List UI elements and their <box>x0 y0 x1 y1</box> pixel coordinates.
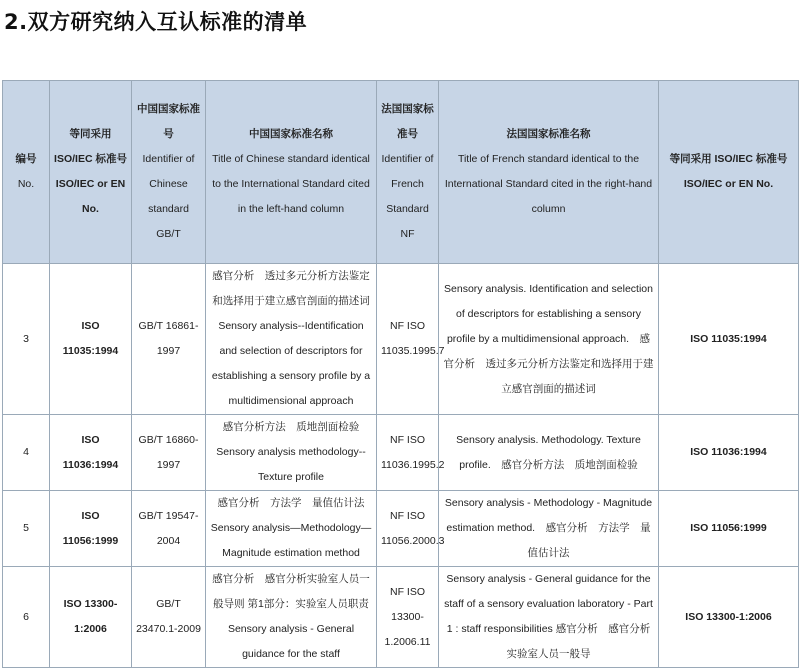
cell-nf-title: Sensory analysis. Methodology. Texture profile. 感官分析方法 质地剖面检验 <box>439 415 659 491</box>
cell-nf-title: Sensory analysis. Identification and selection of descriptors for establishing a sensory profile by a multidimensional approach. 感官分析 透过多元分析方法鉴定和选择用于建立感官剖面的描述词 <box>439 264 659 415</box>
cell-iso: ISO 11035:1994 <box>50 264 132 415</box>
cell-gb-title: 感官分析 方法学 量值估计法 Sensory analysis—Methodology—Magnitude estimation method <box>206 491 377 567</box>
cell-gb-id: GB/T 16860-1997 <box>132 415 206 491</box>
cell-no: 5 <box>3 491 50 567</box>
cell-iso-right: ISO 11035:1994 <box>659 264 799 415</box>
cell-nf-id: NF ISO 11035.1995.7 <box>377 264 439 415</box>
cell-gb-id: GB/T 19547-2004 <box>132 491 206 567</box>
header-gb-id: 中国国家标准号 Identifier of Chinese standard GB/T <box>132 81 206 264</box>
cell-nf-id: NF ISO 11036.1995.2 <box>377 415 439 491</box>
cell-iso: ISO 11036:1994 <box>50 415 132 491</box>
standards-table <box>2 80 799 668</box>
cell-gb-title: 感官分析方法 质地剖面检验 Sensory analysis methodology--Texture profile <box>206 415 377 491</box>
header-nf-id: 法国国家标准号 Identifier of French Standard NF <box>377 81 439 264</box>
header-row <box>3 81 799 264</box>
cell-iso-right: ISO 11056:1999 <box>659 491 799 567</box>
cell-iso-right: ISO 13300-1:2006 <box>659 567 799 668</box>
cell-gb-id: GB/T 23470.1-2009 <box>132 567 206 668</box>
section-title: 2.双方研究纳入互认标准的清单 <box>4 10 308 34</box>
cell-nf-title: Sensory analysis - Methodology - Magnitude estimation method. 感官分析 方法学 量值估计法 <box>439 491 659 567</box>
table-row <box>3 567 799 668</box>
cell-nf-id: NF ISO 11056.2000.3 <box>377 491 439 567</box>
cell-iso: ISO 13300-1:2006 <box>50 567 132 668</box>
cell-iso: ISO 11056:1999 <box>50 491 132 567</box>
cell-gb-title: 感官分析 感官分析实验室人员一般导则 第1部分：实验室人员职责 Sensory analysis - General guidance for the staff <box>206 567 377 668</box>
cell-gb-title: 感官分析 透过多元分析方法鉴定和选择用于建立感官剖面的描述词 Sensory analysis--Identification and selection of descriptors for establishing a sensory profile by a multidimensional approach <box>206 264 377 415</box>
cell-no: 4 <box>3 415 50 491</box>
header-iso: 等同采用 ISO/IEC 标准号 ISO/IEC or EN No. <box>50 81 132 264</box>
table-row <box>3 415 799 491</box>
header-nf-title: 法国国家标准名称 Title of French standard identical to the International Standard cited in the right-hand column <box>439 81 659 264</box>
cell-nf-id: NF ISO 13300-1.2006.11 <box>377 567 439 668</box>
table-row <box>3 491 799 567</box>
table-row <box>3 264 799 415</box>
cell-no: 3 <box>3 264 50 415</box>
cell-no: 6 <box>3 567 50 668</box>
header-iso-right: 等同采用 ISO/IEC 标准号 ISO/IEC or EN No. <box>659 81 799 264</box>
cell-iso-right: ISO 11036:1994 <box>659 415 799 491</box>
header-no: 编号 No. <box>3 81 50 264</box>
header-gb-title: 中国国家标准名称 Title of Chinese standard identical to the International Standard cited in the left-hand column <box>206 81 377 264</box>
cell-gb-id: GB/T 16861-1997 <box>132 264 206 415</box>
cell-nf-title: Sensory analysis - General guidance for the staff of a sensory evaluation laboratory - Part 1 : staff responsibilities 感官分析 感官分析实验室人员一般导 <box>439 567 659 668</box>
